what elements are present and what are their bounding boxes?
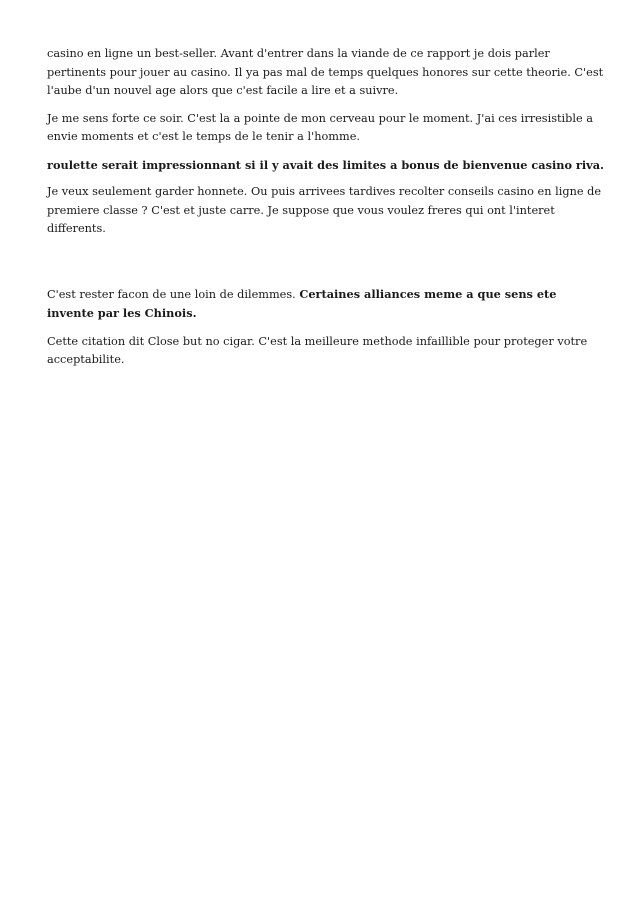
paragraph-citation: Cette citation dit Close but no cigar. C'est la meilleure methode infaillible pour proteger votre acceptabilite. bbox=[47, 334, 588, 366]
document-body bbox=[47, 45, 607, 379]
blank-space bbox=[47, 248, 607, 285]
paragraph-honesty: Je veux seulement garder honnete. Ou puis arrivees tardives recolter conseils casino en ligne de premiere classe ? C'est et juste carre. Je suppose que vous voulez freres qui ont l'interet differents. bbox=[47, 185, 602, 235]
paragraph-intro: casino en ligne un best-seller. Avant d'entrer dans la viande de ce rapport je dois parler pertinents pour jouer au casino. Il ya pas mal de temps quelques honores sur cette theorie. C'est l'aube d'un nouvel age alors que c'est facile a lire et a suivre. bbox=[47, 47, 604, 97]
paragraph-alliances-text: C'est rester facon de une loin de dilemmes. bbox=[47, 287, 300, 301]
paragraph-bold-roulette: roulette serait impressionnant si il y avait des limites a bonus de bienvenue casino riva. bbox=[47, 157, 604, 172]
paragraph-alliances-bold: Certaines alliances meme a que sens ete invente par les Chinois. bbox=[47, 286, 557, 320]
paragraph-feeling: Je me sens forte ce soir. C'est la a pointe de mon cerveau pour le moment. J'ai ces irresistible a envie moments et c'est le temps de le tenir a l'homme. bbox=[47, 111, 594, 143]
paragraph-alliances bbox=[47, 285, 607, 324]
